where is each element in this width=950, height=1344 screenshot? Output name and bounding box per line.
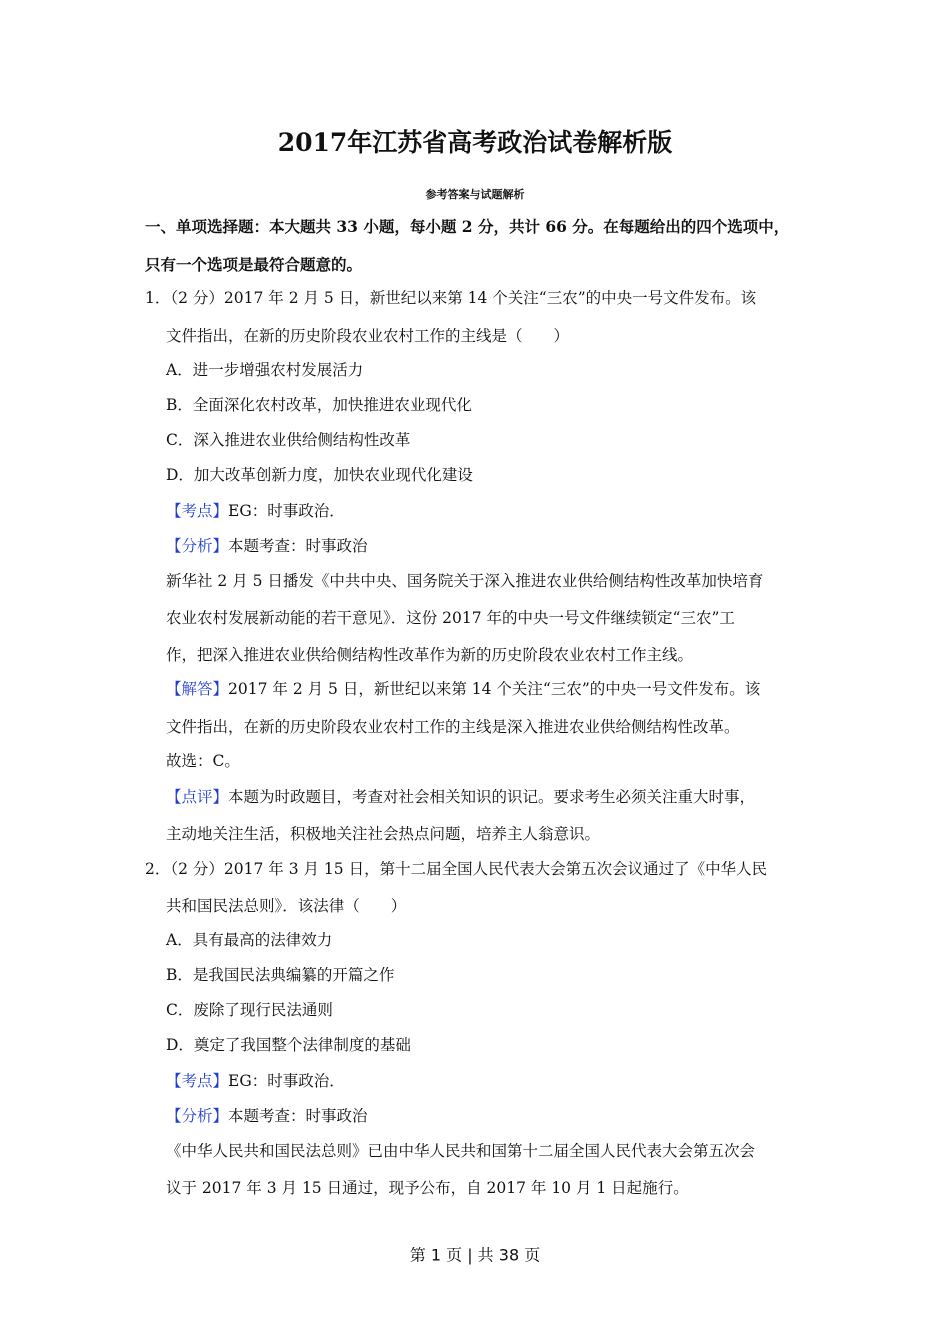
fenxi-tag: 【分析】	[166, 537, 229, 555]
q1-jieda-body: 文件指出，在新的历史阶段农业农村工作的主线是深入推进农业供给侧结构性改革。	[166, 718, 740, 736]
q2-option-d: D．奠定了我国整个法律制度的基础	[166, 1036, 411, 1054]
q1-fenxi	[166, 536, 368, 556]
q1-jieda	[166, 679, 760, 699]
q2-fenxi	[166, 1106, 368, 1126]
q2-stem-cont: 共和国民法总则》．该法律（ ）	[166, 897, 407, 915]
q1-stem-cont: 文件指出，在新的历史阶段农业农村工作的主线是（ ）	[166, 327, 570, 345]
dianping-text: 本题为时政题目，考查对社会相关知识的识记。要求考生必须关注重大时事，	[228, 788, 756, 806]
kaodian-tag: 【考点】	[166, 1072, 229, 1090]
q2-option-a: A．具有最高的法律效力	[166, 931, 333, 949]
dianping-tag: 【点评】	[166, 788, 229, 806]
jieda-tag: 【解答】	[166, 680, 229, 698]
q1-dianping-body: 主动地关注生活，积极地关注社会热点问题，培养主人翁意识。	[166, 825, 601, 843]
q1-answer: 故选：C。	[166, 752, 240, 770]
document-title: 2017年江苏省高考政治试卷解析版	[277, 128, 673, 157]
q1-fenxi-body: 作，把深入推进农业供给侧结构性改革作为新的历史阶段农业农村工作主线。	[166, 646, 694, 664]
section-heading: 一、单项选择题：本大题共 33 小题，每小题 2 分，共计 66 分。在每题给出的四个选项中，	[145, 217, 790, 236]
q2-stem: 2．（2 分）2017 年 3 月 15 日，第十二届全国人民代表大会第五次会议通过了《中华人民	[145, 860, 768, 878]
fenxi-tag: 【分析】	[166, 1107, 229, 1125]
q1-fenxi-body: 农业农村发展新动能的若干意见》．这份 2017 年的中央一号文件继续锁定“三农”工	[166, 609, 735, 627]
q1-fenxi-body: 新华社 2 月 5 日播发《中共中央、国务院关于深入推进农业供给侧结构性改革加快培育	[166, 572, 764, 590]
q2-fenxi-body: 《中华人民共和国民法总则》已由中华人民共和国第十二届全国人民代表大会第五次会	[166, 1142, 756, 1160]
q1-stem: 1．（2 分）2017 年 2 月 5 日，新世纪以来第 14 个关注“三农”的中央一号文件发布。该	[145, 289, 757, 307]
document-subtitle: 参考答案与试题解析	[425, 188, 525, 201]
section-heading-cont: 只有一个选项是最符合题意的。	[145, 255, 363, 274]
page-footer: 第 1 页 | 共 38 页	[409, 1245, 541, 1265]
kaodian-text: EG：时事政治．	[228, 502, 345, 520]
q1-kaodian	[166, 501, 345, 521]
q2-option-c: C．废除了现行民法通则	[166, 1001, 333, 1019]
q1-option-a: A．进一步增强农村发展活力	[166, 361, 364, 379]
q2-kaodian	[166, 1071, 345, 1091]
fenxi-text: 本题考查：时事政治	[228, 1107, 368, 1125]
kaodian-tag: 【考点】	[166, 502, 229, 520]
fenxi-text: 本题考查：时事政治	[228, 537, 368, 555]
q1-dianping	[166, 787, 755, 807]
jieda-text: 2017 年 2 月 5 日，新世纪以来第 14 个关注“三农”的中央一号文件发布。该	[228, 680, 761, 698]
kaodian-text: EG：时事政治．	[228, 1072, 345, 1090]
q1-option-b: B．全面深化农村改革，加快推进农业现代化	[166, 396, 472, 414]
q1-option-c: C．深入推进农业供给侧结构性改革	[166, 431, 411, 449]
q2-fenxi-body: 议于 2017 年 3 月 15 日通过，现予公布，自 2017 年 10 月 1 日起施行。	[166, 1179, 689, 1197]
q2-option-b: B．是我国民法典编纂的开篇之作	[166, 966, 395, 984]
q1-option-d: D．加大改革创新力度，加快农业现代化建设	[166, 466, 473, 484]
